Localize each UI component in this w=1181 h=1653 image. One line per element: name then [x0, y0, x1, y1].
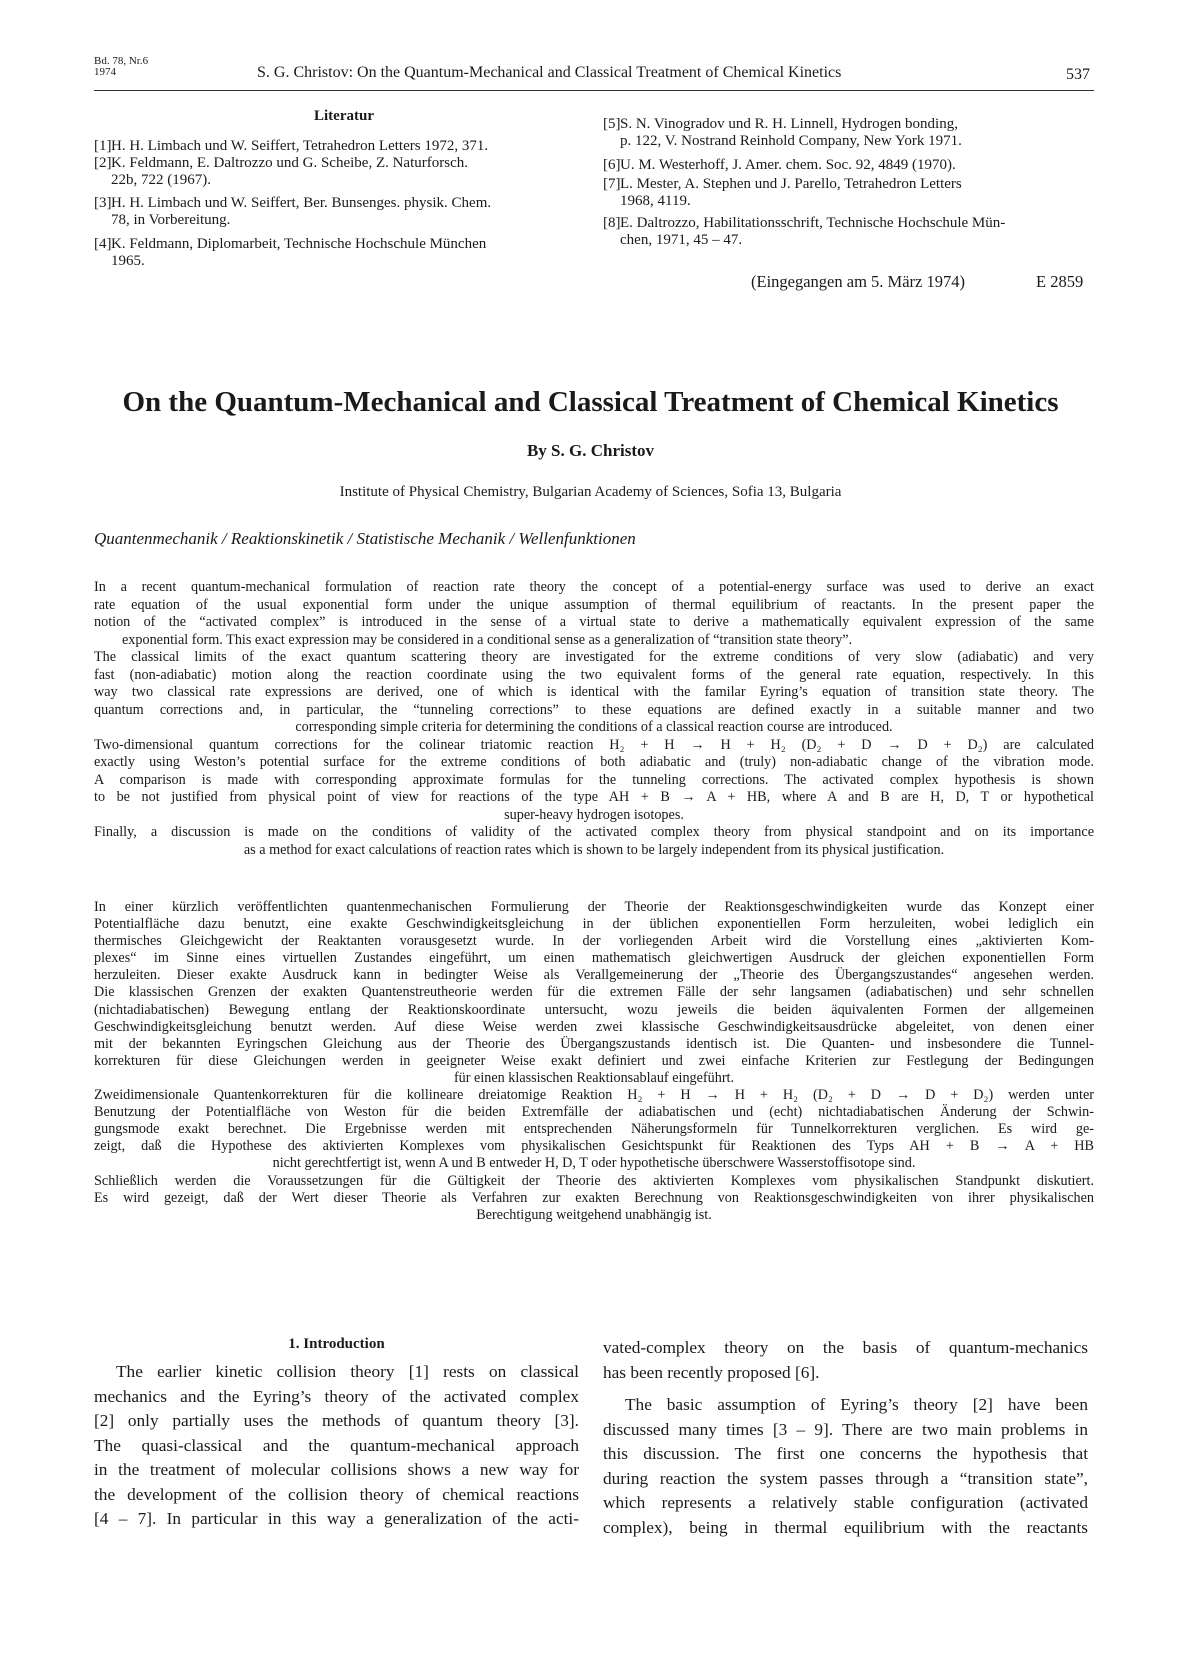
abstract-line: The classical limits of the exact quantum scattering theory are investigated for the extreme conditions of very slow (adiabatic) and very	[94, 649, 1094, 665]
reference-line: K. Feldmann, E. Daltrozzo und G. Scheibe, Z. Naturforsch.	[111, 155, 468, 171]
author-byline: By S. G. Christov	[526, 441, 655, 460]
paragraph-line: in the treatment of molecular collisions shows a new way for	[94, 1460, 579, 1479]
abstract-line: exactly using Weston’s potential surface for the extreme conditions of both adiabatic and (truly) non-adiabatic change of the vibration mode.	[94, 754, 1094, 770]
paragraph-line: [4 – 7]. In particular in this way a generalization of the acti-	[94, 1509, 579, 1528]
abstract-line: A comparison is made with corresponding approximate formulas for the tunneling corrections. The activated complex hypothesis is shown	[94, 771, 1094, 788]
abstract-line: Schließlich werden die Voraussetzungen für die Gültigkeit der Theorie des aktivierten Komplexes vom physikalischen Standpunkt diskutiert.	[94, 1172, 1094, 1189]
reference-line: E. Daltrozzo, Habilitationsschrift, Technische Hochschule Mün-	[620, 215, 1006, 231]
abstract-line: rate equation of the usual exponential form under the unique assumption of thermal equilibrium of reactants. In the present paper the	[94, 596, 1094, 613]
abstract-line: quantum corrections and, in particular, the “tunneling corrections” to these equations are defined exactly in a suitable manner and two	[94, 701, 1094, 718]
abstract-german	[94, 899, 1094, 1224]
literatur-heading: Literatur	[314, 108, 374, 124]
reference-1	[94, 138, 564, 155]
article-title: On the Quantum-Mechanical and Classical Treatment of Chemical Kinetics	[122, 386, 1059, 418]
journal-volume-info	[94, 56, 148, 78]
abstract-line: herzuleiten. Dieser exakte Ausdruck kann in bedingter Weise als Verallgemeinerung der „Theorie des Übergangszustandes“ angesehen werden.	[94, 967, 1094, 984]
abstract-line: für einen klassischen Reaktionsablauf eingeführt.	[453, 1069, 735, 1086]
year-label: 1974	[94, 66, 116, 78]
reference-5	[603, 116, 1093, 150]
intro-column-left	[94, 1360, 579, 1532]
reference-line: S. N. Vinogradov und R. H. Linnell, Hydrogen bonding,	[620, 116, 958, 132]
running-title: S. G. Christov: On the Quantum-Mechanical and Classical Treatment of Chemical Kinetics	[257, 64, 842, 81]
paragraph-line: this discussion. The first one concerns the hypothesis that	[603, 1444, 1088, 1463]
volume-label: Bd. 78, Nr.6	[94, 55, 149, 67]
reference-number: [4]	[94, 236, 112, 252]
paragraph-line: The basic assumption of Eyring’s theory [2] have been	[625, 1395, 1088, 1414]
reference-line: 1968, 4119.	[620, 193, 691, 209]
abstract-line: notion of the “activated complex” is introduced in the sense of a virtual state to derive a mathematically equivalent expression of the same	[94, 614, 1094, 630]
abstract-line: (nichtadiabatischen) Bewegung entlang der Reaktionskoordinate untersucht, wozu jeweils die beiden äquivalenten Formen der allgemeinen	[94, 1001, 1094, 1018]
article-code: E 2859	[1036, 272, 1084, 291]
abstract-line: Finally, a discussion is made on the conditions of validity of the activated complex theory from physical standpoint and on its importance	[94, 824, 1094, 840]
abstract-english	[94, 579, 1094, 859]
abstract-line: way two classical rate expressions are derived, one of which is identical with the familar Eyring’s equation of transition state theory. The	[94, 684, 1094, 700]
paragraph-line: complex), being in thermal equilibrium with the reactants	[603, 1517, 1088, 1537]
reference-number: [1]	[94, 138, 112, 154]
paragraph-line: the development of the collision theory of chemical reactions	[94, 1484, 579, 1504]
reference-line: H. H. Limbach und W. Seiffert, Tetrahedron Letters 1972, 371.	[111, 138, 489, 154]
abstract-line: super-heavy hydrogen isotopes.	[504, 806, 684, 823]
paragraph-line: during reaction the system passes through a “transition state”,	[603, 1468, 1088, 1488]
reference-line: U. M. Westerhoff, J. Amer. chem. Soc. 92, 4849 (1970).	[620, 157, 956, 173]
reference-line: p. 122, V. Nostrand Reinhold Company, New York 1971.	[620, 133, 962, 149]
received-date: (Eingegangen am 5. März 1974)	[751, 272, 965, 291]
paragraph-line: discussed many times [3 – 9]. There are two main problems in	[603, 1419, 1088, 1439]
abstract-line: plexes“ im Sinne eines virtuellen Zustandes eingeführt, um einen mathematisch gleichwertigen Ausdruck der gleichen exponentiellen Form	[94, 950, 1094, 967]
reference-7	[603, 176, 1093, 210]
abstract-line: Potentialfläche dazu benutzt, eine exakte Geschwindigkeitsgleichung in der üblichen exponentiellen Form herzuleiten, wobei lediglich ein	[94, 916, 1094, 933]
reference-number: [8]	[603, 215, 621, 231]
paragraph-line: which represents a relatively stable configuration (activated	[603, 1493, 1088, 1512]
abstract-line: Die klassischen Grenzen der exakten Quantenstreutheorie werden für die extremen Fälle der sehr langsamen (adiabatischen) und sehr schnellen	[94, 984, 1094, 1001]
abstract-line: Two-dimensional quantum corrections for the colinear triatomic reaction H₂ + H → H + H₂ (D₂ + D → D + D₂) are calculated	[94, 736, 1094, 753]
paragraph-line: The earlier kinetic collision theory [1] rests on classical	[116, 1362, 579, 1381]
abstract-line: Geschwindigkeitsgleichung benutzt werden. Auf diese Weise werden zwei klassische Geschwindigkeitsausdrücke abgeleitet, von denen einer	[94, 1018, 1094, 1035]
reference-number: [7]	[603, 176, 621, 192]
abstract-line: as a method for exact calculations of reaction rates which is shown to be largely independent from its physical justification.	[243, 841, 945, 858]
reference-number: [3]	[94, 195, 112, 211]
abstract-line: to be not justified from physical point of view for reactions of the type AH + B → A + HB, where A and B are H, D, T or hypothetical	[94, 789, 1094, 805]
abstract-line: Berechtigung weitgehend unabhängig ist.	[476, 1206, 712, 1223]
author-institution: Institute of Physical Chemistry, Bulgarian Academy of Sciences, Sofia 13, Bulgaria	[339, 484, 842, 500]
reference-line: L. Mester, A. Stephen und J. Parello, Tetrahedron Letters	[620, 176, 962, 192]
abstract-line: corresponding simple criteria for determining the conditions of a classical reaction course are introduced.	[295, 719, 893, 735]
reference-2	[94, 155, 564, 189]
abstract-line: mit der bekannten Eyringschen Gleichung aus der Theorie des Übergangszustands identisch ist. Die Quanten- und insbesondere die Tunnel-	[94, 1035, 1094, 1052]
abstract-line: Benutzung der Potentialfläche von Weston für die beiden Extremfälle der adiabatischen und (echt) nichtadiabatischen Änderung der Schwin-	[94, 1104, 1094, 1121]
abstract-line: nicht gerechtfertigt ist, wenn A und B entweder H, D, T oder hypothetische überschwere Wasserstoffisotope sind.	[272, 1155, 916, 1172]
header-rule	[94, 90, 1094, 91]
reference-line: H. H. Limbach und W. Seiffert, Ber. Bunsenges. physik. Chem.	[111, 195, 492, 211]
reference-8	[603, 215, 1093, 249]
abstract-line: thermisches Gleichgewicht der Reaktanten vorausgesetzt wurde. In der vorliegenden Arbeit wird die Vorstellung eines „aktivierten Kom-	[94, 933, 1094, 950]
reference-line: 22b, 722 (1967).	[111, 172, 211, 188]
keywords: Quantenmechanik / Reaktionskinetik / Statistische Mechanik / Wellenfunktionen	[94, 529, 636, 548]
paragraph-line: vated-complex theory on the basis of quantum-mechanics	[603, 1338, 1088, 1357]
page-number: 537	[1066, 66, 1090, 83]
reference-line: 1965.	[111, 253, 145, 269]
paragraph-line: mechanics and the Eyring’s theory of the activated complex	[94, 1386, 579, 1406]
abstract-line: In einer kürzlich veröffentlichten quantenmechanischen Formulierung der Theorie der Reaktionsgeschwindigkeiten wurde das Konzept einer	[94, 899, 1094, 915]
abstract-line: gungsmode exakt berechnet. Die Ergebnisse werden mit entsprechenden Näherungsformeln für Tunnelkorrekturen verglichen. Es wird ge-	[94, 1121, 1094, 1138]
abstract-line: zeigt, daß die Hypothese des aktivierten Komplexes vom physikalischen Gesichtspunkt für Reaktionen des Typs AH + B → A + HB	[94, 1138, 1094, 1155]
abstract-line: Es wird gezeigt, daß der Wert dieser Theorie als Verfahren zur exakten Berechnung von Reaktionsgeschwindigkeiten von ihrer physikalischen	[94, 1189, 1094, 1206]
reference-3	[94, 195, 564, 229]
reference-number: [6]	[603, 157, 621, 173]
paragraph-line: has been recently proposed [6].	[603, 1362, 820, 1382]
reference-line: chen, 1971, 45 – 47.	[620, 232, 743, 248]
reference-line: K. Feldmann, Diplomarbeit, Technische Hochschule München	[111, 236, 487, 252]
abstract-line: exponential form. This exact expression may be considered in a conditional sense as a generalization of “transition state theory”.	[122, 631, 853, 648]
reference-line: 78, in Vorbereitung.	[111, 212, 231, 228]
section-heading-introduction: 1. Introduction	[288, 1336, 385, 1352]
abstract-line: In a recent quantum-mechanical formulation of reaction rate theory the concept of a potential-energy surface was used to derive an exact	[94, 579, 1094, 595]
reference-4	[94, 236, 564, 270]
abstract-line: korrekturen für diese Gleichungen werden in geeigneter Weise exakt definiert und zwei einfache Kriterien zur Festlegung der Bedingungen	[94, 1052, 1094, 1069]
abstract-line: Zweidimensionale Quantenkorrekturen für die kollineare dreiatomige Reaktion H₂ + H → H + H₂ (D₂ + D → D + D₂) werden unter	[94, 1087, 1094, 1104]
paragraph-line: The quasi-classical and the quantum-mechanical approach	[94, 1435, 579, 1455]
paragraph-line: [2] only partially uses the methods of quantum theory [3].	[94, 1411, 579, 1430]
reference-number: [2]	[94, 155, 112, 171]
intro-column-right	[603, 1336, 1088, 1540]
reference-number: [5]	[603, 116, 621, 132]
reference-6	[603, 157, 1093, 174]
abstract-line: fast (non-adiabatic) motion along the reaction coordinate using the two equivalent forms of the general rate equation, respectively. In this	[94, 666, 1094, 683]
